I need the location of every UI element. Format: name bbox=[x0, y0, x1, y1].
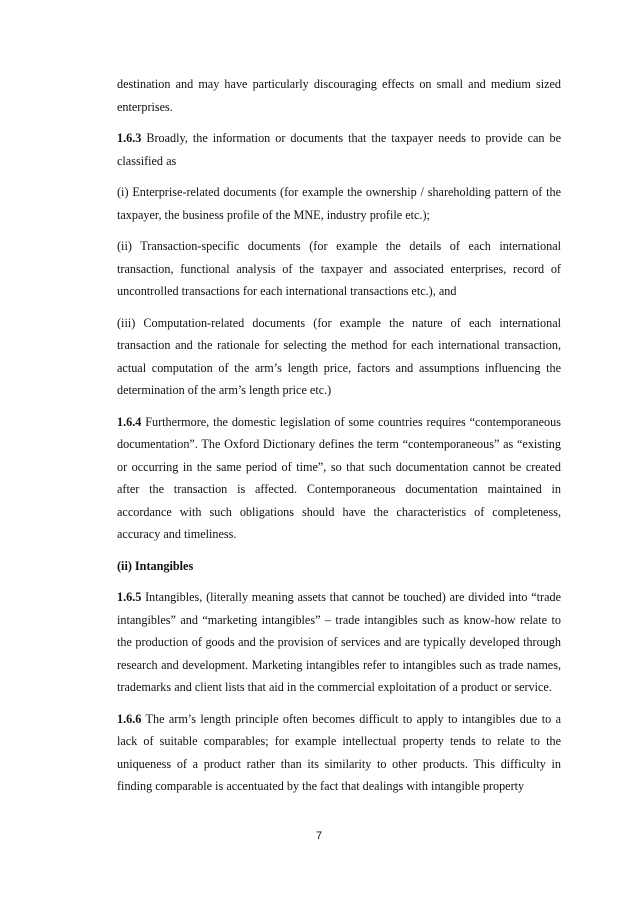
list-item-iii bbox=[117, 312, 561, 402]
paragraph-number: 1.6.6 bbox=[117, 711, 142, 726]
section-heading-intangibles bbox=[117, 555, 561, 578]
paragraph-text: (i) Enterprise-related documents (for example the ownership / shareholding pattern of the taxpayer, the business profile of the MNE, industry profile etc.); bbox=[117, 185, 561, 222]
paragraph-number: 1.6.5 bbox=[117, 590, 142, 604]
paragraph-text: (ii) Transaction-specific documents (for example the details of each international transaction, functional analysis of the taxpayer and associated enterprises, record of uncontrolled transactions for each international transactions etc.), and bbox=[117, 239, 561, 298]
list-item-i bbox=[117, 181, 561, 226]
paragraph-1-6-4 bbox=[117, 411, 561, 546]
paragraph-text: Intangibles, (literally meaning assets that cannot be touched) are divided into “trade intangibles” and “marketing intangibles” – trade intangibles such as know-how relate to the production of goods and the provision of services and are typically developed through research and development. Marketing intangibles refer to intangibles such as trade names, trademarks and client lists that aid in the commercial exploitation of a product or service. bbox=[117, 590, 561, 694]
paragraph-1-6-3 bbox=[117, 127, 561, 172]
paragraph-text: destination and may have particularly discouraging effects on small and medium sized enterprises. bbox=[117, 77, 561, 114]
paragraph-continuation bbox=[117, 73, 561, 118]
list-item-ii bbox=[117, 235, 561, 303]
page-number: 7 bbox=[315, 830, 323, 842]
paragraph-text: Broadly, the information or documents that the taxpayer needs to provide can be classified as bbox=[117, 131, 561, 168]
section-heading-text: (ii) Intangibles bbox=[117, 558, 194, 573]
paragraph-1-6-5 bbox=[117, 586, 561, 699]
paragraph-text: The arm’s length principle often becomes difficult to apply to intangibles due to a lack of suitable comparables; for example intellectual property tends to relate to the uniqueness of a product rather than its similarity to other products. This difficulty in finding comparable is accentuated by the fact that dealings with intangible property bbox=[117, 711, 561, 793]
paragraph-1-6-6 bbox=[117, 708, 561, 798]
document-page bbox=[117, 73, 561, 807]
paragraph-text: Furthermore, the domestic legislation of some countries requires “contemporaneous documentation”. The Oxford Dictionary defines the term “contemporaneous” as “existing or occurring in the same period of time”, so that such documentation cannot be created after the transaction is affected. Contemporaneous documentation maintained in accordance with such obligations should have the characteristics of completeness, accuracy and timeliness. bbox=[117, 414, 561, 541]
paragraph-number: 1.6.4 bbox=[117, 414, 142, 429]
paragraph-text: (iii) Computation-related documents (for example the nature of each international transaction and the rationale for selecting the method for each international transaction, actual computation of the arm’s length price, factors and assumptions influencing the determination of the arm’s length price etc.) bbox=[117, 315, 561, 397]
paragraph-number: 1.6.3 bbox=[117, 131, 142, 145]
